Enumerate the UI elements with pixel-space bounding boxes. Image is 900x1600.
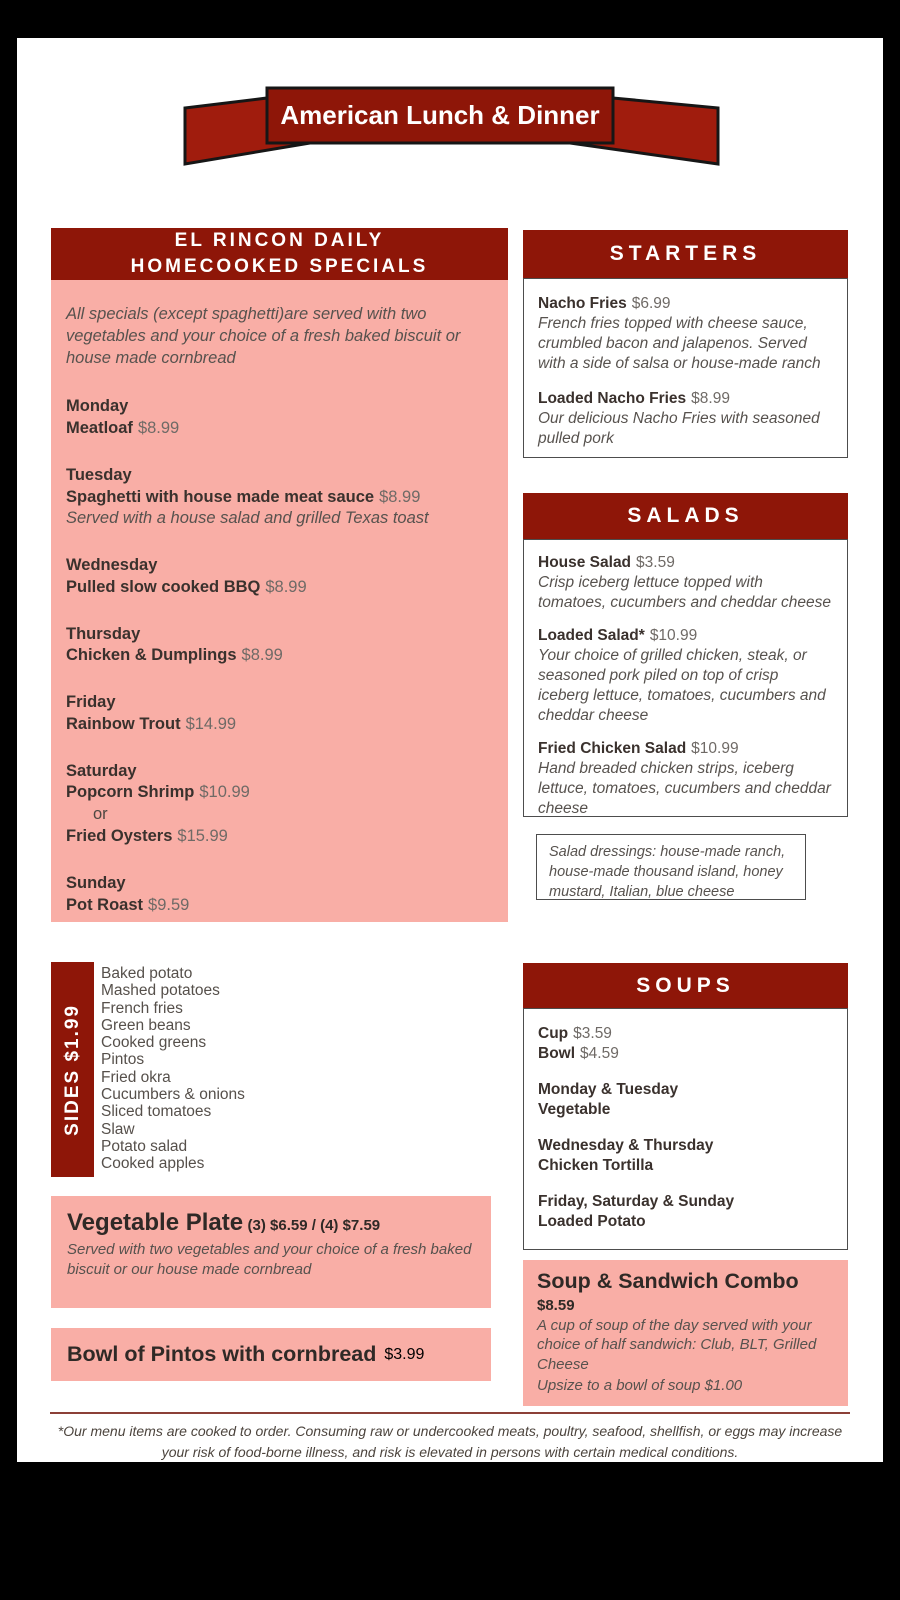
soup-schedule-item: Friday, Saturday & Sunday Loaded Potato bbox=[538, 1192, 735, 1230]
combo-upsize: Upsize to a bowl of soup $1.00 bbox=[537, 1377, 743, 1395]
starter-item: Loaded Nacho Fries $8.99 Our delicious Nacho Fries with seasoned pulled pork bbox=[538, 389, 820, 447]
footer-disclaimer: *Our menu items are cooked to order. Consuming raw or undercooked meats, poultry, seafood, shellfish, or eggs may increase your risk of food-borne illness, and risk is elevated in persons with certain medical conditions. bbox=[57, 1423, 843, 1460]
pintos-price: $3.99 bbox=[384, 1345, 425, 1363]
side-item: Green beans bbox=[101, 1016, 191, 1034]
combo-desc: A cup of soup of the day served with your choice of half sandwich: Club, BLT, Grilled Cheese bbox=[537, 1316, 817, 1373]
dressings-note: Salad dressings: house-made ranch, house-made thousand island, honey mustard, Italian, blue cheese bbox=[536, 834, 806, 900]
salad-item: House Salad $3.59 Crisp iceberg lettuce topped with tomatoes, cucumbers and cheddar cheese bbox=[538, 554, 831, 611]
specials-body bbox=[51, 280, 508, 922]
side-item: Cooked apples bbox=[101, 1155, 205, 1173]
side-item: Slaw bbox=[101, 1120, 135, 1138]
salads-header: SALADS bbox=[523, 493, 848, 539]
side-item: Cooked greens bbox=[101, 1034, 207, 1052]
banner-ribbon bbox=[167, 86, 727, 171]
side-item: French fries bbox=[101, 999, 183, 1017]
menu-page bbox=[17, 38, 883, 1462]
soup-schedule-item: Monday & Tuesday Vegetable bbox=[538, 1080, 679, 1118]
side-item: Pintos bbox=[101, 1051, 145, 1069]
side-item: Sliced tomatoes bbox=[101, 1103, 212, 1121]
vegetable-plate-price: (3) $6.59 / (4) $7.59 bbox=[247, 1217, 381, 1234]
vegetable-plate-box bbox=[51, 1196, 491, 1308]
specials-header bbox=[51, 228, 508, 280]
specials-header-line2: HOMECOOKED SPECIALS bbox=[130, 256, 429, 277]
vegetable-plate-desc: Served with two vegetables and your choice of a fresh baked biscuit or our house made cornbread bbox=[67, 1241, 472, 1278]
ribbon-graphic bbox=[167, 86, 727, 171]
side-item: Potato salad bbox=[101, 1137, 188, 1155]
starters-box bbox=[523, 278, 848, 458]
footer-divider bbox=[50, 1412, 850, 1414]
starter-item: Nacho Fries $6.99 French fries topped with cheese sauce, crumbled bacon and jalapenos. Served with a side of salsa or house-made ranch bbox=[538, 295, 821, 372]
soups-header: SOUPS bbox=[523, 963, 848, 1008]
salad-item: Fried Chicken Salad $10.99 Hand breaded chicken strips, iceberg lettuce, tomatoes, cucumbers and cheddar cheese bbox=[538, 739, 831, 817]
banner-title: American Lunch & Dinner bbox=[280, 100, 600, 130]
side-item: Fried okra bbox=[101, 1068, 171, 1086]
salad-item: Loaded Salad* $10.99 Your choice of grilled chicken, steak, or seasoned pork piled on top of crisp iceberg lettuce, tomatoes, cucumbers and cheddar cheese bbox=[538, 626, 826, 724]
special-saturday: Saturday Popcorn Shrimp $10.99 or Fried Oysters $15.99 bbox=[66, 761, 492, 848]
specials-intro: All specials (except spaghetti)are served with two vegetables and your choice of a fresh baked biscuit or house made cornbread bbox=[66, 305, 461, 367]
sides-bar bbox=[51, 962, 94, 1177]
side-item: Baked potato bbox=[101, 965, 193, 982]
special-tuesday-note: Served with a house salad and grilled Texas toast bbox=[66, 509, 429, 528]
side-item: Cucumbers & onions bbox=[101, 1086, 245, 1104]
salads-box bbox=[523, 539, 848, 817]
special-saturday-or: or bbox=[93, 805, 108, 824]
soup-schedule-item: Wednesday & Thursday Chicken Tortilla bbox=[538, 1136, 714, 1174]
combo-box bbox=[523, 1260, 848, 1406]
combo-price: $8.59 bbox=[537, 1296, 575, 1314]
special-thursday: Thursday Chicken & Dumplings $8.99 bbox=[66, 624, 283, 665]
soup-sizes: Cup $3.59 Bowl $4.59 bbox=[538, 1025, 619, 1062]
specials-header-line1: EL RINCON DAILY bbox=[174, 230, 385, 252]
sides-label: SIDES $1.99 bbox=[61, 1003, 83, 1136]
special-friday: Friday Rainbow Trout $14.99 bbox=[66, 693, 237, 733]
pintos-box bbox=[51, 1328, 491, 1381]
sides-list bbox=[101, 965, 381, 1173]
pintos-title: Bowl of Pintos with cornbread bbox=[67, 1342, 377, 1366]
special-tuesday: Tuesday Spaghetti with house made meat sauce $8.99 Served with a house salad and grilled Texas toast bbox=[66, 465, 492, 530]
special-sunday: Sunday Pot Roast $9.59 bbox=[66, 873, 190, 914]
combo-title: Soup & Sandwich Combo bbox=[537, 1269, 799, 1293]
soups-box bbox=[523, 1008, 848, 1250]
special-wednesday: Wednesday Pulled slow cooked BBQ $8.99 bbox=[66, 556, 307, 596]
special-monday: Monday Meatloaf $8.99 bbox=[66, 397, 180, 438]
side-item: Mashed potatoes bbox=[101, 982, 220, 1000]
starters-header: STARTERS bbox=[523, 230, 848, 278]
vegetable-plate-title: Vegetable Plate bbox=[67, 1209, 244, 1236]
